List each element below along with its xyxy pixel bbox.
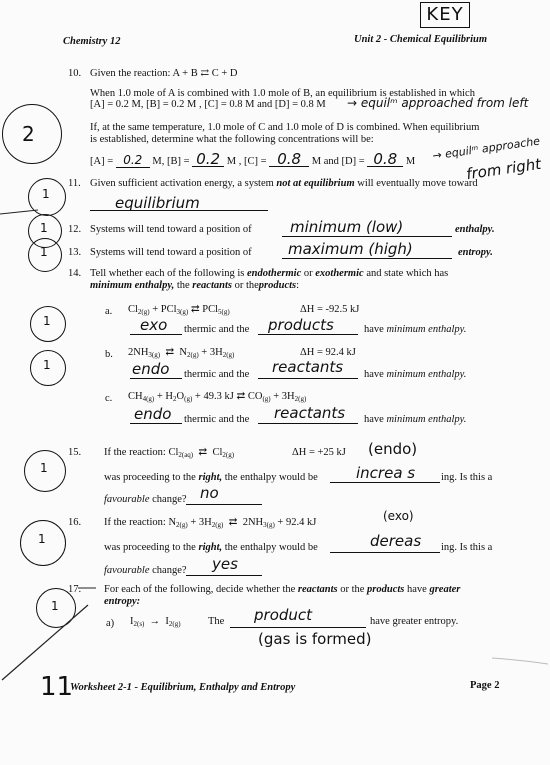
q16-l2c: the enthalpy would be [224, 542, 318, 553]
footer-tick-stroke [492, 658, 548, 664]
d-answer: 0.8 [367, 152, 403, 167]
q13-answer: maximum (high) [288, 240, 413, 258]
q15-l2a: was proceeding to the [104, 472, 196, 483]
q10-line2: [A] = 0.2 M, [B] = 0.2 M , [C] = 0.8 M and [D] = 0.8 M [90, 99, 326, 110]
q11-number: 11. [68, 178, 81, 189]
q16-given-text: If the reaction: [104, 517, 166, 528]
q15-line2-end: ing. Is this a [441, 472, 493, 483]
q14-number: 14. [68, 268, 82, 279]
q14a-equation: $Cl_{2(g)} + PCl_{3(g)}$ ⇄ PCl$_{5(g)}$ [128, 304, 230, 316]
q17-mark: 1 [51, 599, 59, 613]
q17-line2: entropy: [104, 596, 141, 607]
q13-mark: 1 [40, 245, 48, 259]
q17-l1b: reactants [297, 584, 338, 595]
q14-l1c: or [303, 268, 313, 279]
q14-l1b: endothermic [247, 268, 302, 279]
q10-mark: 2 [22, 122, 35, 146]
q17a-letter: a) [106, 618, 115, 629]
q14a-answer2: products [268, 316, 334, 334]
q14c-thermic: thermic and the [184, 414, 250, 425]
q14b-enthalpy: ΔH = 92.4 kJ [300, 347, 356, 358]
q13-text: Systems will tend toward a position of [90, 247, 252, 258]
q10-note2a: → equilᵐ approache [431, 134, 541, 163]
q16-mark: 1 [38, 532, 46, 546]
q15-l2c: the enthalpy would be [224, 472, 318, 483]
q14a-mark: 1 [43, 314, 51, 328]
q11-swoosh-stroke [0, 210, 38, 214]
q16-l3b: change? [152, 565, 187, 576]
q15-number: 15. [68, 447, 82, 458]
q17-note: (gas is formed) [258, 630, 372, 648]
q14-l2c: reactants [192, 280, 232, 291]
q14c-answer1: endo [134, 405, 172, 423]
q17-end: have greater entropy. [370, 616, 459, 627]
q13-end: entropy. [458, 247, 493, 258]
q14b-thermic: thermic and the [184, 369, 250, 380]
have-text: have [364, 324, 384, 335]
q16-given: If the reaction: $N_{2(g)} + 3H_{2(g)}$ ⇄ $2NH_{3(g)} + 92.4$ kJ [104, 517, 317, 529]
q14a-thermic: thermic and the [184, 324, 250, 335]
q14c-equation: $CH_{4(g)} + H_2O_{(g)} + 49.3$ kJ ⇄ $CO_{(g)} + 3H_{2(g)}$ [128, 391, 307, 403]
q16-l2b: right, [198, 542, 223, 553]
q16-number: 16. [68, 517, 82, 528]
q17-l1f: greater [429, 584, 461, 595]
q10-note2b: from right [465, 154, 543, 184]
score-mark: 11 [40, 672, 74, 702]
q15-note: (endo) [368, 440, 418, 458]
q14a-enthalpy: ΔH = -92.5 kJ [300, 304, 360, 315]
q11-text-b: not at equilibrium [276, 178, 355, 189]
q14b-answer1: endo [132, 360, 170, 378]
have-end: minimum enthalpy. [386, 369, 467, 380]
page-number: Page 2 [470, 680, 500, 691]
have-text: have [364, 369, 384, 380]
b-label: M, [B] = [152, 156, 190, 167]
q16-l3a: favourable [104, 565, 150, 576]
q17-number: 17. [68, 584, 82, 595]
q17-l1d: products [367, 584, 405, 595]
q12-number: 12. [68, 224, 82, 235]
a-answer: 0.2 [116, 153, 150, 168]
q11-answer: equilibrium [115, 194, 200, 212]
q14b-equation: $2NH_{3(g)}$ ⇄ $N_{2(g)} + 3H_{2(g)}$ [128, 347, 235, 359]
q14-l1a: Tell whether each of the following is [90, 268, 245, 279]
key-box: KEY [420, 2, 470, 28]
a-label: [A] = [90, 156, 114, 167]
q14b-letter: b. [105, 349, 113, 360]
q12-end: enthalpy. [455, 224, 495, 235]
q14-l2e: products [258, 280, 297, 291]
q14c-answer2: reactants [274, 404, 346, 422]
q17-l1e: have [407, 584, 427, 595]
q16-note: (exo) [383, 509, 414, 523]
q14b-mark: 1 [43, 358, 51, 372]
q10-line3: If, at the same temperature, 1.0 mole of C and 1.0 mole of D is combined. When equilibrium [90, 122, 480, 133]
q14b-answer2: reactants [272, 358, 344, 376]
q13-number: 13. [68, 247, 82, 258]
q14c-letter: c. [105, 393, 113, 404]
unit-title: Unit 2 - Chemical Equilibrium [354, 34, 488, 45]
q16-answer2: yes [212, 555, 238, 573]
q17-answer: product [254, 606, 313, 624]
q15-enthalpy: ΔH = +25 kJ [292, 447, 346, 458]
q10-number: 10. [68, 68, 82, 79]
c-label: M , [C] = [226, 156, 267, 167]
q14-l1e: and state which has [366, 268, 449, 279]
q15-answer2: no [200, 484, 219, 502]
q16-line2-end: ing. Is this a [441, 542, 493, 553]
c-answer: 0.8 [269, 152, 309, 167]
q12-text: Systems will tend toward a position of [90, 224, 252, 235]
q15-given-text: If the reaction: [104, 447, 166, 458]
q17-l1c: or the [340, 584, 365, 595]
q14a-letter: a. [105, 306, 113, 317]
q14a-answer1: exo [140, 316, 168, 334]
q16-answer1: dereas [370, 532, 422, 550]
q14-l2d: or the [234, 280, 259, 291]
q15-answer1: increa s [356, 464, 416, 482]
q15-given: If the reaction: $Cl_{2(aq)}$ ⇄ $Cl_{2(g)}$ [104, 447, 235, 459]
q12-answer: minimum (low) [290, 218, 404, 236]
q14-l2f: : [296, 280, 300, 291]
q10-note1: → equilᵐ approached from left [347, 96, 529, 110]
q16-l2a: was proceeding to the [104, 542, 196, 553]
q10-given: Given the reaction: A + B ⇄ C + D [90, 68, 238, 79]
q17-l1a: For each of the following, decide whether the [104, 584, 296, 595]
end-label: M [405, 156, 416, 167]
q17a-the: The [208, 616, 225, 627]
footer-title: Worksheet 2-1 - Equilibrium, Enthalpy and Entropy [70, 682, 296, 693]
q17-slash-stroke [2, 605, 88, 680]
q10-line1: When 1.0 mole of A is combined with 1.0 mole of B, an equilibrium is established in which [90, 88, 475, 99]
q15-l3a: favourable [104, 494, 150, 505]
q11-mark: 1 [42, 187, 50, 201]
q11-text-c: will eventually move toward [357, 178, 478, 189]
q14-l2b: the [176, 280, 190, 291]
q11-text-a: Given sufficient activation energy, a system [90, 178, 274, 189]
b-answer: 0.2 [192, 152, 224, 167]
q15-l3b: change? [152, 494, 187, 505]
have-text: have [364, 414, 384, 425]
d-label: M and [D] = [311, 156, 365, 167]
q15-l2b: right, [198, 472, 223, 483]
course-title: Chemistry 12 [63, 36, 121, 47]
q10-line4: is established, determine what the following concentrations will be: [90, 134, 374, 145]
q15-mark: 1 [40, 461, 48, 475]
have-end: minimum enthalpy. [386, 414, 467, 425]
q17a-equation: $I_{2(s)} \to I_{2(g)}$ [130, 616, 181, 628]
q12-mark: 1 [40, 221, 48, 235]
q14-l1d: exothermic [315, 268, 364, 279]
q14-l2a: minimum enthalpy, [90, 280, 175, 291]
have-end: minimum enthalpy. [386, 324, 467, 335]
